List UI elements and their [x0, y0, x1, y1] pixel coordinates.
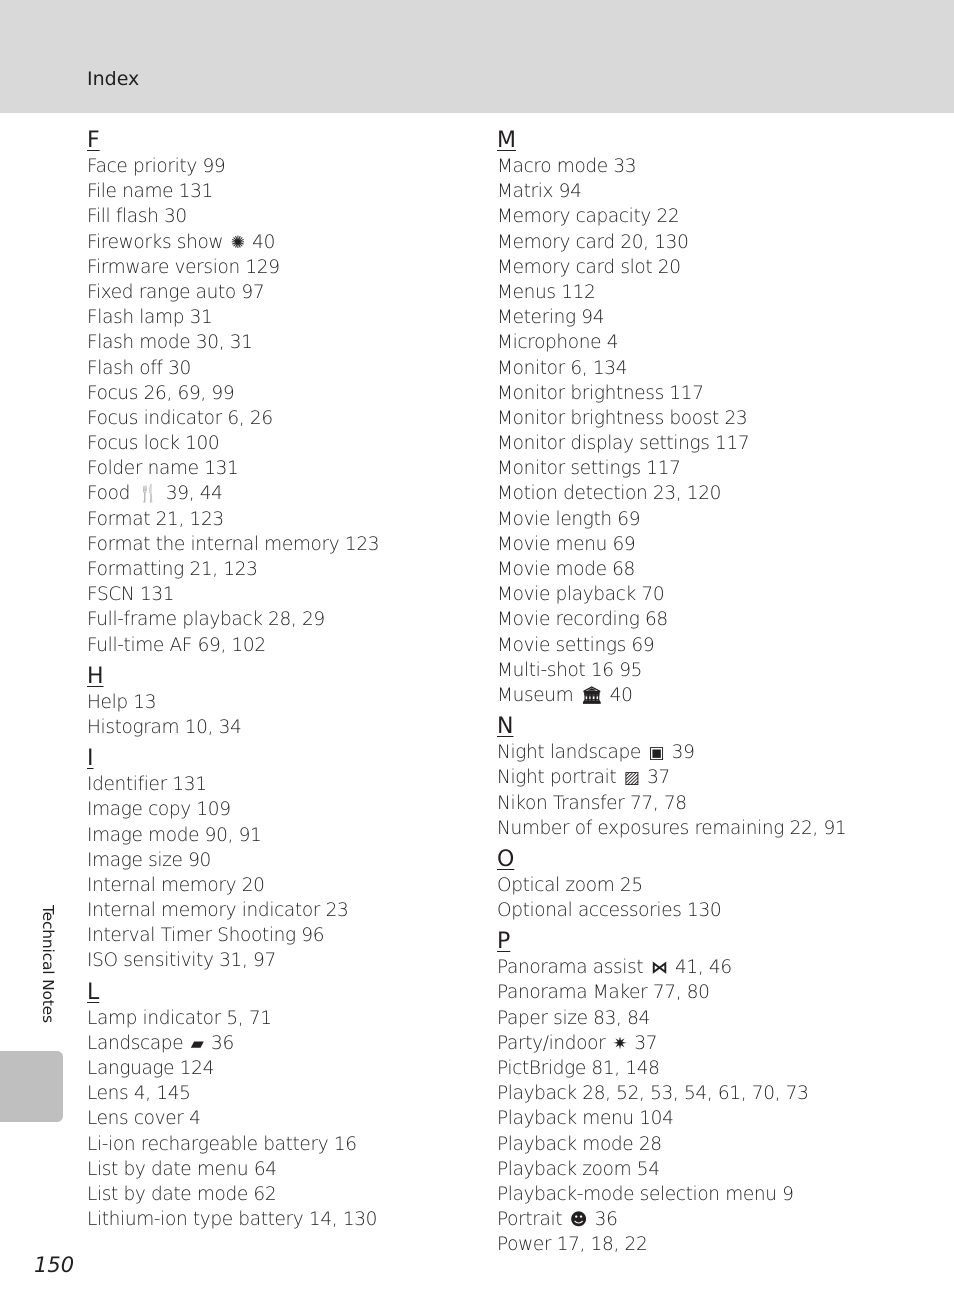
index-entry: Focus lock 100 [87, 433, 220, 455]
section-letter: M [497, 128, 516, 153]
index-entry: Fill flash 30 [87, 206, 187, 228]
index-section [497, 713, 937, 841]
index-entry: Flash off 30 [87, 357, 191, 379]
index-entry: FSCN 131 [87, 584, 175, 606]
index-entry: Lens cover 4 [87, 1108, 201, 1130]
section-letter: O [497, 846, 515, 872]
index-entry: Formatting 21, 123 [87, 559, 258, 580]
entry-pages: 39, 44 [160, 483, 223, 505]
index-entry: ISO sensitivity 31, 97 [87, 950, 276, 972]
index-section [497, 846, 937, 923]
entry-pages: 37 [641, 767, 670, 789]
index-section [87, 745, 507, 974]
entry-label: Museum [497, 684, 579, 706]
index-entry: Help 13 [87, 691, 157, 713]
page-header [0, 0, 954, 113]
index-entry [497, 1031, 937, 1056]
index-entry: Microphone 4 [497, 332, 619, 354]
index-entry: Monitor display settings 117 [497, 433, 750, 455]
index-entry: Playback-mode selection menu 9 [497, 1183, 794, 1205]
index-entry: Playback menu 104 [497, 1108, 674, 1130]
index-entry: Firmware version 129 [87, 256, 280, 278]
entry-label: Food [87, 483, 136, 505]
index-entry: Full-time AF 69, 102 [87, 634, 266, 656]
night-portrait-icon: ▨ [623, 768, 640, 789]
index-entry: Nikon Transfer 77, 78 [497, 792, 687, 814]
index-entry: File name 131 [87, 181, 213, 203]
index-entry: Monitor brightness 117 [497, 382, 704, 404]
entry-pages: 37 [628, 1032, 658, 1054]
index-entry [497, 740, 937, 765]
index-entry: Fixed range auto 97 [87, 281, 265, 303]
index-entry: Power 17, 18, 22 [497, 1234, 648, 1256]
party-indoor-icon: ✷ [612, 1033, 627, 1054]
index-entry: Movie recording 68 [497, 609, 668, 631]
index-entry: Matrix 94 [497, 181, 582, 203]
index-entry: Movie playback 70 [497, 584, 665, 606]
portrait-icon: ☻ [569, 1210, 588, 1231]
index-entry: Flash mode 30, 31 [87, 332, 253, 354]
food-icon: 🍴 [137, 484, 159, 505]
entry-pages: 36 [589, 1209, 618, 1231]
entry-label: Night portrait [497, 767, 622, 789]
index-entry: Memory card slot 20 [497, 256, 681, 278]
index-section [497, 127, 937, 708]
index-entry: Paper size 83, 84 [497, 1007, 650, 1029]
index-entry [87, 1031, 507, 1056]
index-entry: Optical zoom 25 [497, 874, 643, 896]
index-entry: Image mode 90, 91 [87, 824, 262, 846]
index-section [497, 928, 937, 1257]
index-entry: Optional accessories 130 [497, 900, 722, 922]
entry-label: Portrait [497, 1209, 568, 1231]
index-entry: Monitor brightness boost 23 [497, 407, 748, 429]
index-entry: Format the internal memory 123 [87, 533, 380, 555]
museum-icon: 🏛 [580, 685, 603, 706]
index-entry: Internal memory 20 [87, 874, 265, 896]
index-entry: Playback zoom 54 [497, 1158, 660, 1180]
index-entry: Li-ion rechargeable battery 16 [87, 1133, 357, 1155]
entry-pages: 36 [205, 1032, 234, 1054]
index-entry: Movie mode 68 [497, 559, 635, 580]
index-entry: Panorama Maker 77, 80 [497, 982, 710, 1004]
index-section [87, 663, 507, 740]
index-entry [497, 1207, 937, 1232]
index-entry: Format 21, 123 [87, 508, 224, 530]
entry-label: Landscape [87, 1032, 189, 1054]
index-entry: Monitor 6, 134 [497, 357, 628, 379]
section-tab [0, 1051, 63, 1122]
index-entry: Internal memory indicator 23 [87, 900, 349, 922]
index-entry: Macro mode 33 [497, 156, 637, 177]
index-section [87, 127, 507, 658]
section-letter: P [497, 929, 511, 955]
landscape-icon: ▰ [190, 1033, 204, 1054]
index-entry: Memory card 20, 130 [497, 231, 689, 253]
night-landscape-icon: ▣ [648, 743, 665, 764]
index-entry: Playback mode 28 [497, 1133, 662, 1155]
index-entry: List by date mode 62 [87, 1183, 277, 1205]
index-entry: Image size 90 [87, 849, 211, 871]
index-entry: Histogram 10, 34 [87, 716, 242, 738]
index-entry: Number of exposures remaining 22, 91 [497, 817, 847, 839]
entry-pages: 41, 46 [669, 957, 732, 979]
index-entry [497, 683, 937, 708]
index-entry [497, 955, 937, 980]
header-title: Index [87, 68, 140, 90]
entry-label: Fireworks show [87, 231, 229, 253]
index-entry: Movie settings 69 [497, 634, 655, 656]
index-entry: Multi-shot 16 95 [497, 659, 643, 681]
index-entry: Face priority 99 [87, 156, 226, 177]
index-entry: Focus indicator 6, 26 [87, 407, 273, 429]
index-column-left [87, 127, 507, 1232]
index-entry: Full-frame playback 28, 29 [87, 609, 325, 631]
index-entry: Flash lamp 31 [87, 307, 213, 329]
section-letter: L [87, 979, 100, 1005]
index-entry: Memory capacity 22 [497, 206, 680, 228]
index-entry: Menus 112 [497, 281, 596, 303]
index-entry: Lithium-ion type battery 14, 130 [87, 1209, 378, 1231]
index-entry: Lens 4, 145 [87, 1083, 191, 1105]
section-letter: F [87, 128, 100, 153]
index-entry: Monitor settings 117 [497, 458, 681, 480]
section-letter: H [87, 663, 104, 689]
index-entry: Metering 94 [497, 307, 605, 329]
index-entry: List by date menu 64 [87, 1158, 277, 1180]
index-entry: Lamp indicator 5, 71 [87, 1007, 272, 1029]
index-entry [87, 481, 507, 506]
index-entry: Image copy 109 [87, 799, 231, 821]
index-entry: Interval Timer Shooting 96 [87, 925, 325, 947]
index-entry: Identifier 131 [87, 774, 207, 796]
index-section [87, 979, 507, 1233]
index-entry: Motion detection 23, 120 [497, 483, 722, 505]
index-entry: Focus 26, 69, 99 [87, 382, 235, 404]
index-entry [497, 765, 937, 790]
index-entry: Playback 28, 52, 53, 54, 61, 70, 73 [497, 1083, 809, 1105]
index-entry: Movie length 69 [497, 508, 641, 530]
index-entry: PictBridge 81, 148 [497, 1058, 660, 1079]
entry-pages: 40 [246, 231, 276, 253]
index-entry: Language 124 [87, 1058, 215, 1079]
section-letter: I [87, 746, 94, 772]
entry-label: Night landscape [497, 742, 647, 764]
index-entry: Movie menu 69 [497, 533, 636, 555]
page-number: 150 [34, 1253, 75, 1277]
panorama-assist-icon: ⋈ [650, 958, 668, 979]
entry-label: Party/indoor [497, 1032, 611, 1054]
index-entry [87, 230, 507, 255]
section-letter: N [497, 714, 514, 740]
entry-label: Panorama assist [497, 957, 649, 979]
index-column-right [497, 127, 937, 1258]
entry-pages: 40 [604, 684, 633, 706]
entry-pages: 39 [666, 742, 695, 764]
section-tab-label: Technical Notes [39, 905, 57, 1023]
fireworks-show-icon: ✺ [230, 232, 245, 253]
index-entry: Folder name 131 [87, 458, 239, 480]
